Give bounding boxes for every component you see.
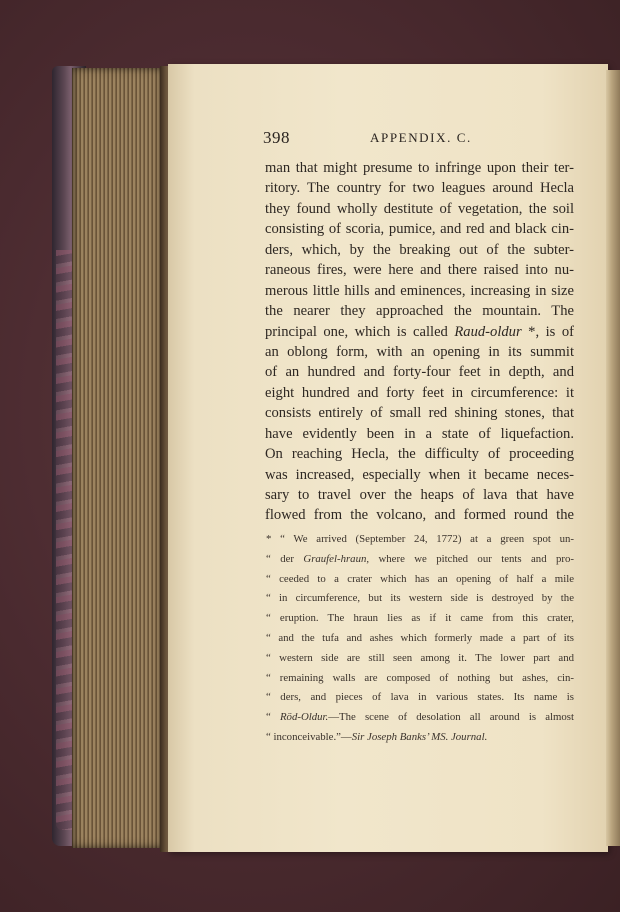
- text-line: have evidently been in a state of liquefaction.: [265, 425, 574, 442]
- page-block-edges: [72, 68, 168, 848]
- running-head: [263, 128, 581, 150]
- text-line: man that might presume to infringe upon their ter-: [265, 160, 574, 176]
- footnote-line: “ in circumference, but its western side is destroyed by the: [266, 592, 574, 605]
- page-fore-edge: [606, 70, 620, 846]
- footnote-line: [266, 728, 574, 748]
- footnote: [266, 530, 574, 748]
- body-text: [265, 158, 574, 526]
- footnote-segment: —The scene of desolation all around is almost: [328, 711, 574, 724]
- page-number: 398: [263, 128, 290, 147]
- text-line: of an hundred and forty-four feet in depth, and: [265, 364, 574, 381]
- footnote-line: “ ceeded to a crater which has an opening of half a mile: [266, 572, 574, 585]
- running-title: APPENDIX. C.: [370, 130, 472, 145]
- text-line: an oblong form, with an opening in its summit: [265, 343, 574, 360]
- footnote-segment: “ der: [266, 552, 304, 565]
- footnote-line: [266, 550, 574, 570]
- footnote-segment: where we pitched our tents and pro-: [369, 552, 574, 565]
- text-line: consists entirely of small red shining stones, that: [265, 405, 574, 422]
- place-name-italic: Raud-oldur: [454, 323, 522, 340]
- footnote-line: “ eruption. The hraun lies as if it came from this crater,: [266, 612, 574, 625]
- text-line: [265, 322, 574, 342]
- footnote-italic: Röd-Oldur.: [279, 711, 329, 724]
- text-line: was increased, especially when it became neces-: [265, 466, 574, 483]
- text-line: the nearer they approached the mountain. The: [265, 303, 574, 320]
- text-line: ders, which, by the breaking out of the subter-: [265, 241, 574, 258]
- footnote-citation: Sir Joseph Banks’ MS. Journal.: [351, 730, 488, 743]
- text-line: consisting of scoria, pumice, and red and black cin-: [265, 221, 574, 238]
- footnote-italic: Graufel-hraun,: [303, 552, 370, 565]
- footnote-line: “ and the tufa and ashes which formerly made a part of its: [266, 631, 574, 644]
- footnote-segment: “: [266, 711, 280, 724]
- footnote-segment: “ inconceivable.”—: [266, 730, 352, 743]
- footnote-line: [266, 708, 574, 728]
- footnote-ref: *, is of: [521, 323, 575, 340]
- text-segment: principal one, which is called: [265, 323, 448, 340]
- text-line: ritory. The country for two leagues around Hecla: [265, 180, 574, 197]
- footnote-line: “ ders, and pieces of lava in various states. Its name is: [266, 691, 574, 704]
- footnote-line: “ remaining walls are composed of nothing but ashes, cin-: [266, 671, 574, 684]
- text-line: flowed from the volcano, and formed round the: [265, 507, 574, 524]
- text-line: eight hundred and forty feet in circumference: it: [265, 384, 574, 401]
- text-line: they found wholly destitute of vegetation, the soil: [265, 200, 574, 217]
- text-line: merous little hills and eminences, increasing in size: [265, 282, 574, 299]
- footnote-line: * “ We arrived (September 24, 1772) at a green spot un-: [266, 533, 574, 545]
- text-line: raneous fires, were here and there raised into nu-: [265, 262, 574, 279]
- text-line: On reaching Hecla, the difficulty of proceeding: [265, 446, 574, 463]
- footnote-line: “ western side are still seen among it. The lower part and: [266, 651, 574, 664]
- text-line: sary to travel over the heaps of lava that have: [265, 487, 574, 503]
